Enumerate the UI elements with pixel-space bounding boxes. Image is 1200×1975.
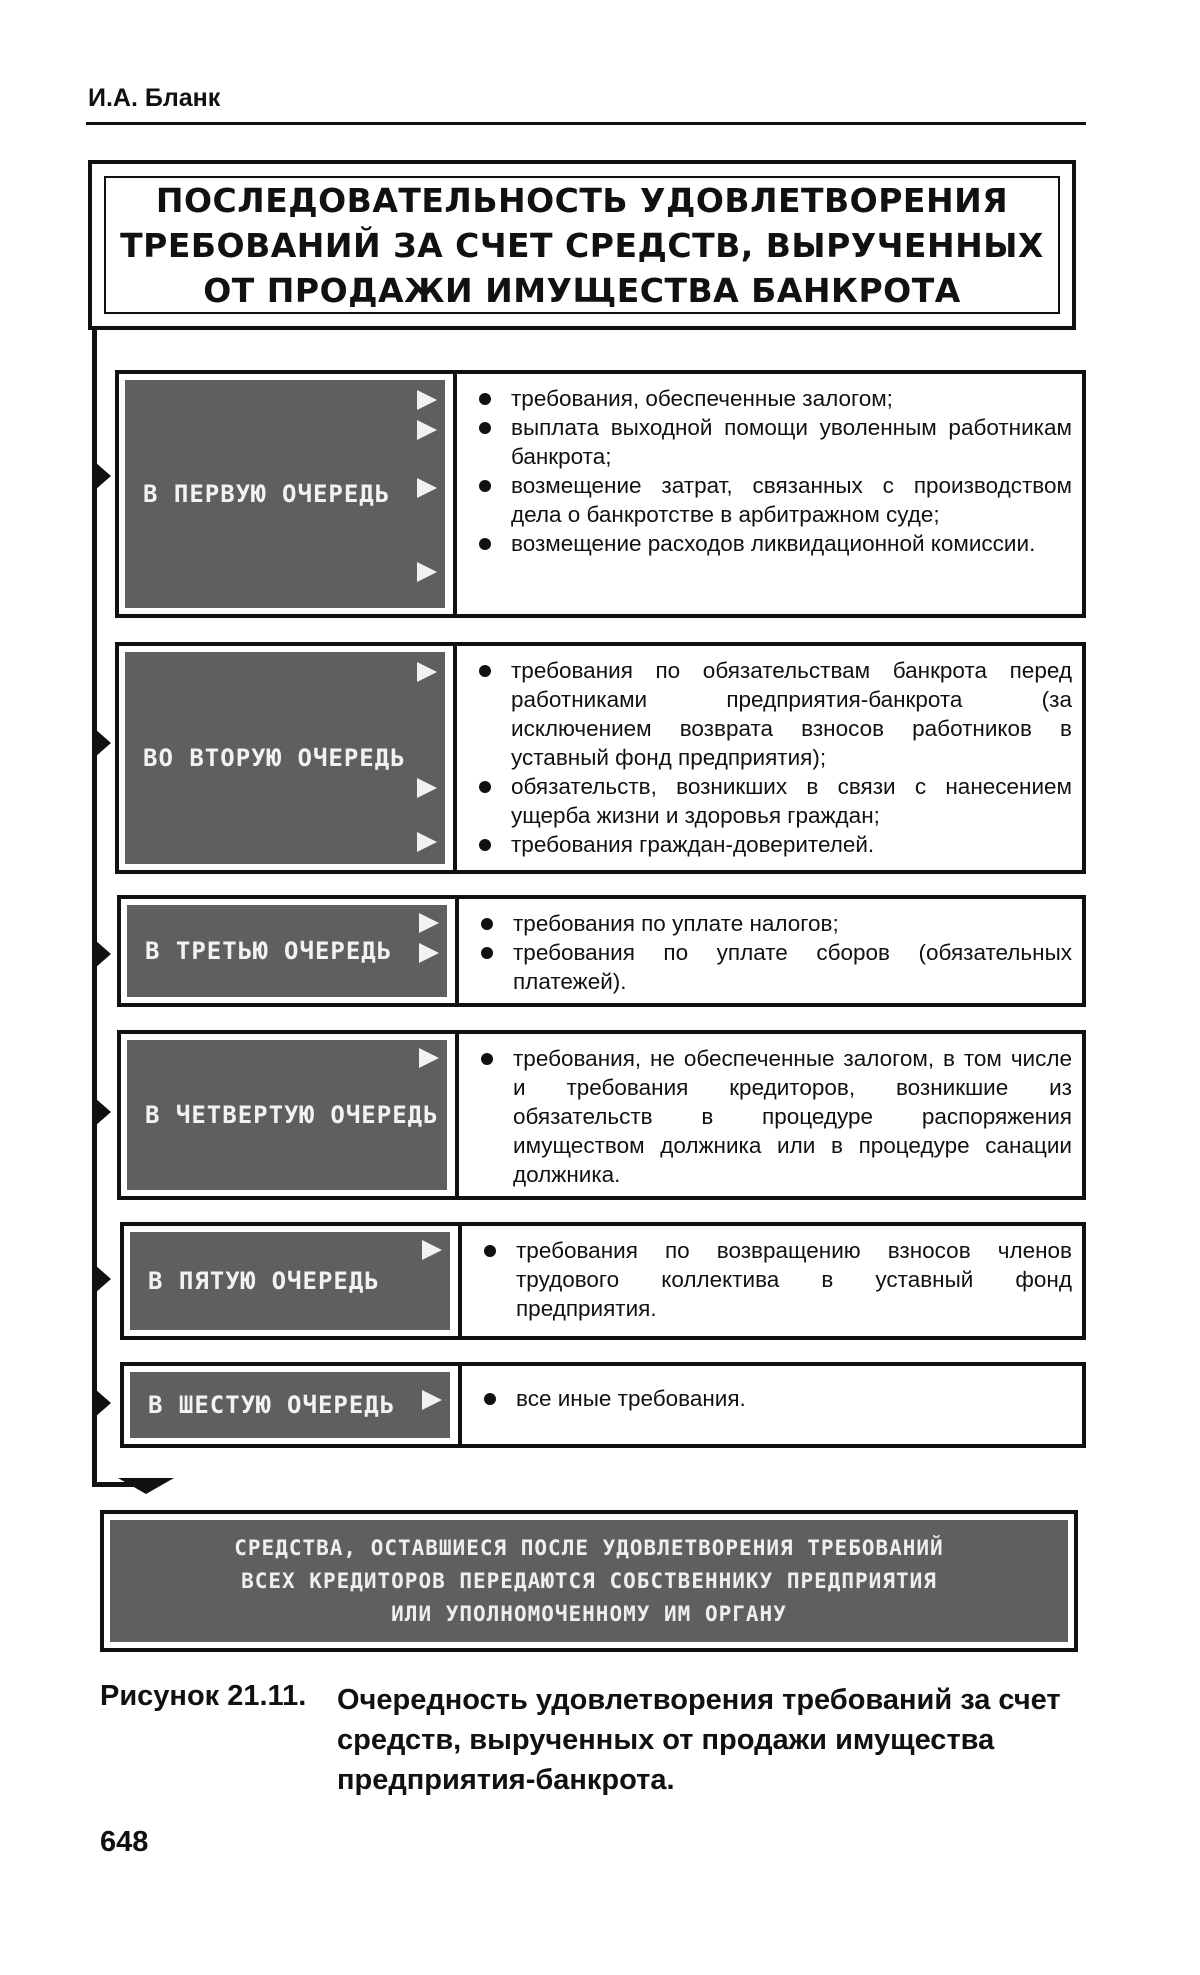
column-divider <box>453 374 457 614</box>
queue-label: В ЧЕТВЕРТУЮ ОЧЕРЕДЬ <box>145 1101 439 1129</box>
diagram-title-box <box>88 160 1076 330</box>
arrow-right-icon <box>417 478 437 498</box>
running-head: И.А. Бланк <box>88 84 221 112</box>
list-item: возмещение расходов ликвидационной комиссии. <box>469 529 1072 558</box>
list-item: требования, не обеспеченные залогом, в том числе и требования кредиторов, возникшие из обязательств в процедуре распоряжения имуществом должника или в процедуре санации должника. <box>471 1044 1072 1189</box>
arrow-right-icon <box>422 1390 442 1410</box>
arrow-right-icon <box>419 913 439 933</box>
arrow-right-icon <box>417 420 437 440</box>
header-rule <box>86 122 1086 125</box>
flow-branch-arrow-icon <box>95 1098 111 1126</box>
list-item: требования граждан-доверителей. <box>469 830 1072 859</box>
list-item: все иные требования. <box>474 1384 1072 1413</box>
list-item: обязательств, возникших в связи с нанесением ущерба жизни и здоровья граждан; <box>469 772 1072 830</box>
list-item: выплата выходной помощи уволенным работникам банкрота; <box>469 413 1072 471</box>
arrow-right-icon <box>417 778 437 798</box>
flow-branch-arrow-icon <box>95 1389 111 1417</box>
arrow-right-icon <box>419 943 439 963</box>
queue-items <box>471 909 1072 996</box>
diagram-title: ПОСЛЕДОВАТЕЛЬНОСТЬ УДОВЛЕТВОРЕНИЯ ТРЕБОВАНИЙ ЗА СЧЕТ СРЕДСТВ, ВЫРУЧЕННЫХ ОТ ПРОДАЖИ ИМУЩЕСТВА БАНКРОТА <box>120 180 1044 310</box>
queue-label: В ТРЕТЬЮ ОЧЕРЕДЬ <box>145 937 393 965</box>
queue-label: В ПЕРВУЮ ОЧЕРЕДЬ <box>143 480 391 508</box>
queue-items <box>469 384 1072 558</box>
queue-items <box>471 1044 1072 1189</box>
list-item: требования, обеспеченные залогом; <box>469 384 1072 413</box>
arrow-right-icon <box>417 662 437 682</box>
diagram-title-inner <box>104 176 1060 314</box>
flow-down-arrow-icon <box>118 1478 174 1494</box>
flow-connector-line <box>92 330 97 1485</box>
queue-label-box <box>127 1040 447 1190</box>
queue-row-6 <box>120 1362 1086 1448</box>
list-item: требования по уплате налогов; <box>471 909 1072 938</box>
flow-branch-arrow-icon <box>95 462 111 490</box>
queue-label: ВО ВТОРУЮ ОЧЕРЕДЬ <box>143 744 406 772</box>
remaining-funds-box <box>100 1510 1078 1652</box>
figure-caption-label: Рисунок 21.11. <box>100 1680 307 1712</box>
queue-row-3 <box>117 895 1086 1007</box>
flow-branch-arrow-icon <box>95 1265 111 1293</box>
list-item: требования по возвращению взносов членов трудового коллектива в уставный фонд предприятия. <box>474 1236 1072 1323</box>
queue-label-box <box>125 652 445 864</box>
queue-items <box>474 1236 1072 1323</box>
queue-label: В ПЯТУЮ ОЧЕРЕДЬ <box>148 1267 380 1295</box>
queue-items <box>474 1384 1072 1413</box>
arrow-right-icon <box>422 1240 442 1260</box>
queue-items <box>469 656 1072 859</box>
figure-caption-text: Очередность удовлетворения требований за счет средств, вырученных от продажи имущества предприятия-банкрота. <box>337 1684 1061 1796</box>
arrow-right-icon <box>417 832 437 852</box>
column-divider <box>458 1226 462 1336</box>
remaining-funds-text: СРЕДСТВА, ОСТАВШИЕСЯ ПОСЛЕ УДОВЛЕТВОРЕНИЯ ТРЕБОВАНИЙ ВСЕХ КРЕДИТОРОВ ПЕРЕДАЮТСЯ СОБСТВЕННИКУ ПРЕДПРИЯТИЯ ИЛИ УПОЛНОМОЧЕННОМУ ИМ ОРГАНУ <box>234 1535 944 1626</box>
arrow-right-icon <box>419 1048 439 1068</box>
queue-label-box <box>130 1232 450 1330</box>
column-divider <box>458 1366 462 1444</box>
remaining-funds-fill <box>110 1520 1068 1642</box>
queue-row-4 <box>117 1030 1086 1200</box>
list-item: требования по уплате сборов (обязательных платежей). <box>471 938 1072 996</box>
arrow-right-icon <box>417 562 437 582</box>
queue-row-1 <box>115 370 1086 618</box>
queue-label: В ШЕСТУЮ ОЧЕРЕДЬ <box>148 1391 396 1419</box>
page-number: 648 <box>100 1826 149 1858</box>
queue-label-box <box>130 1372 450 1438</box>
list-item: требования по обязательствам банкрота перед работниками предприятия-банкрота (за исключением возврата взносов работников в уставный фонд предприятия); <box>469 656 1072 772</box>
queue-label-box <box>125 380 445 608</box>
list-item: возмещение затрат, связанных с производством дела о банкротстве в арбитражном суде; <box>469 471 1072 529</box>
flow-branch-arrow-icon <box>95 729 111 757</box>
column-divider <box>453 646 457 870</box>
flow-branch-arrow-icon <box>95 940 111 968</box>
column-divider <box>455 899 459 1003</box>
queue-label-box <box>127 905 447 997</box>
queue-row-2 <box>115 642 1086 874</box>
column-divider <box>455 1034 459 1196</box>
arrow-right-icon <box>417 390 437 410</box>
queue-row-5 <box>120 1222 1086 1340</box>
